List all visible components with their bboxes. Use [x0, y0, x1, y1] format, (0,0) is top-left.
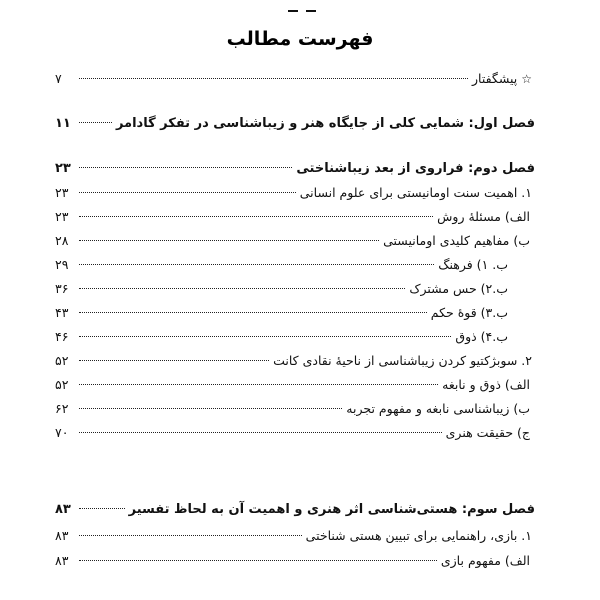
toc-page-number: ۲۳ — [55, 209, 69, 224]
toc-page-number: ۴۶ — [55, 329, 69, 344]
toc-page-number: ۲۹ — [55, 257, 69, 272]
toc-entry-subsection — [55, 373, 530, 397]
dot-leader — [79, 264, 434, 265]
dot-leader — [79, 535, 302, 536]
dot-leader — [79, 360, 269, 361]
toc-entry-section — [55, 349, 532, 373]
toc-entry-label: الف) مفهوم بازی — [440, 553, 530, 568]
toc-entry-label: ۱. بازی، راهنمایی برای تبیین هستی شناختی — [305, 528, 532, 543]
toc-entry-section — [55, 181, 532, 205]
toc-entry-label: فصل دوم: فراروی از بعد زیباشناختی — [296, 161, 535, 176]
dot-leader — [79, 384, 438, 385]
toc-page-number: ۸۳ — [55, 553, 69, 568]
toc-entry-item — [55, 301, 508, 325]
dot-leader — [79, 122, 112, 123]
toc-entry-item — [55, 325, 508, 349]
toc-entry-chapter-2 — [55, 157, 535, 181]
toc-entry-label: ب.۳) قوهٔ حکم — [430, 305, 508, 320]
toc-page-number: ۷۰ — [55, 425, 69, 440]
dot-leader — [79, 336, 451, 337]
toc-page-number: ۶۲ — [55, 401, 69, 416]
toc-entry-subsection — [55, 205, 530, 229]
toc-entry-label: ☆پیشگفتار — [471, 71, 532, 86]
toc-page-number: ۱۱ — [55, 116, 71, 131]
toc-entry-label: الف) مسئلهٔ روش — [437, 209, 530, 224]
dot-leader — [79, 167, 292, 168]
toc-page-number: ۵۲ — [55, 377, 69, 392]
toc-entry-section — [55, 524, 532, 548]
toc-page-number: ۸۳ — [55, 502, 71, 517]
dot-leader — [79, 192, 296, 193]
toc-page-number: ۴۳ — [55, 305, 69, 320]
toc-entry-label: ب) زیباشناسی نابغه و مفهوم تجربه — [346, 401, 530, 416]
toc-page-number: ۲۳ — [55, 185, 69, 200]
page-title: فهرست مطالب — [226, 28, 374, 50]
toc-entry-label: فصل اول: شمایی کلی از جایگاه هنر و زیباشناسی در تفکر گادامر — [115, 116, 535, 131]
toc-entry-label: ب) مفاهیم کلیدی اومانیستی — [383, 233, 530, 248]
toc-entry-subsection — [55, 421, 530, 445]
toc-entry-label: الف) ذوق و نابغه — [442, 377, 530, 392]
dot-leader — [79, 240, 379, 241]
toc-page-number: ۷ — [55, 71, 62, 86]
toc-entry-label: ب. ۱) فرهنگ — [438, 257, 508, 272]
toc-entry-preface — [55, 67, 532, 91]
toc-entry-label: ۱. اهمیت سنت اومانیستی برای علوم انسانی — [299, 185, 532, 200]
toc-entry-item — [55, 277, 508, 301]
toc-entry-label: ب.۲) حس مشترک — [409, 281, 508, 296]
toc-page-number: ۵۲ — [55, 353, 69, 368]
toc-page-number: ۲۳ — [55, 161, 71, 176]
toc-entry-label: ج) حقیقت هنری — [445, 425, 530, 440]
dot-leader — [79, 78, 468, 79]
toc-entry-label: ب.۴) ذوق — [455, 329, 508, 344]
toc-entry-subsection — [55, 229, 530, 253]
toc-entry-chapter-1 — [55, 112, 535, 136]
dot-leader — [79, 312, 427, 313]
dot-leader — [79, 432, 442, 433]
toc-entry-chapter-3 — [55, 498, 535, 522]
toc-entry-subsection — [55, 397, 530, 421]
dot-leader — [79, 508, 125, 509]
dot-leader — [79, 560, 437, 561]
dot-leader — [79, 288, 405, 289]
toc-page-number: ۲۸ — [55, 233, 69, 248]
toc-entry-item — [55, 253, 508, 277]
toc-entry-label: ۲. سوبژکتیو کردن زیباشناسی از ناحیهٔ نقادی کانت — [273, 353, 532, 368]
toc-page-number: ۳۶ — [55, 281, 69, 296]
star-icon: ☆ — [521, 72, 532, 86]
dot-leader — [79, 216, 433, 217]
toc-page-number: ۸۳ — [55, 528, 69, 543]
toc-entry-label: فصل سوم: هستی‌شناسی اثر هنری و اهمیت آن به لحاظ تفسیر — [128, 502, 535, 517]
page-corner-mark — [288, 2, 324, 12]
toc-entry-subsection — [55, 549, 530, 573]
dot-leader — [79, 408, 342, 409]
